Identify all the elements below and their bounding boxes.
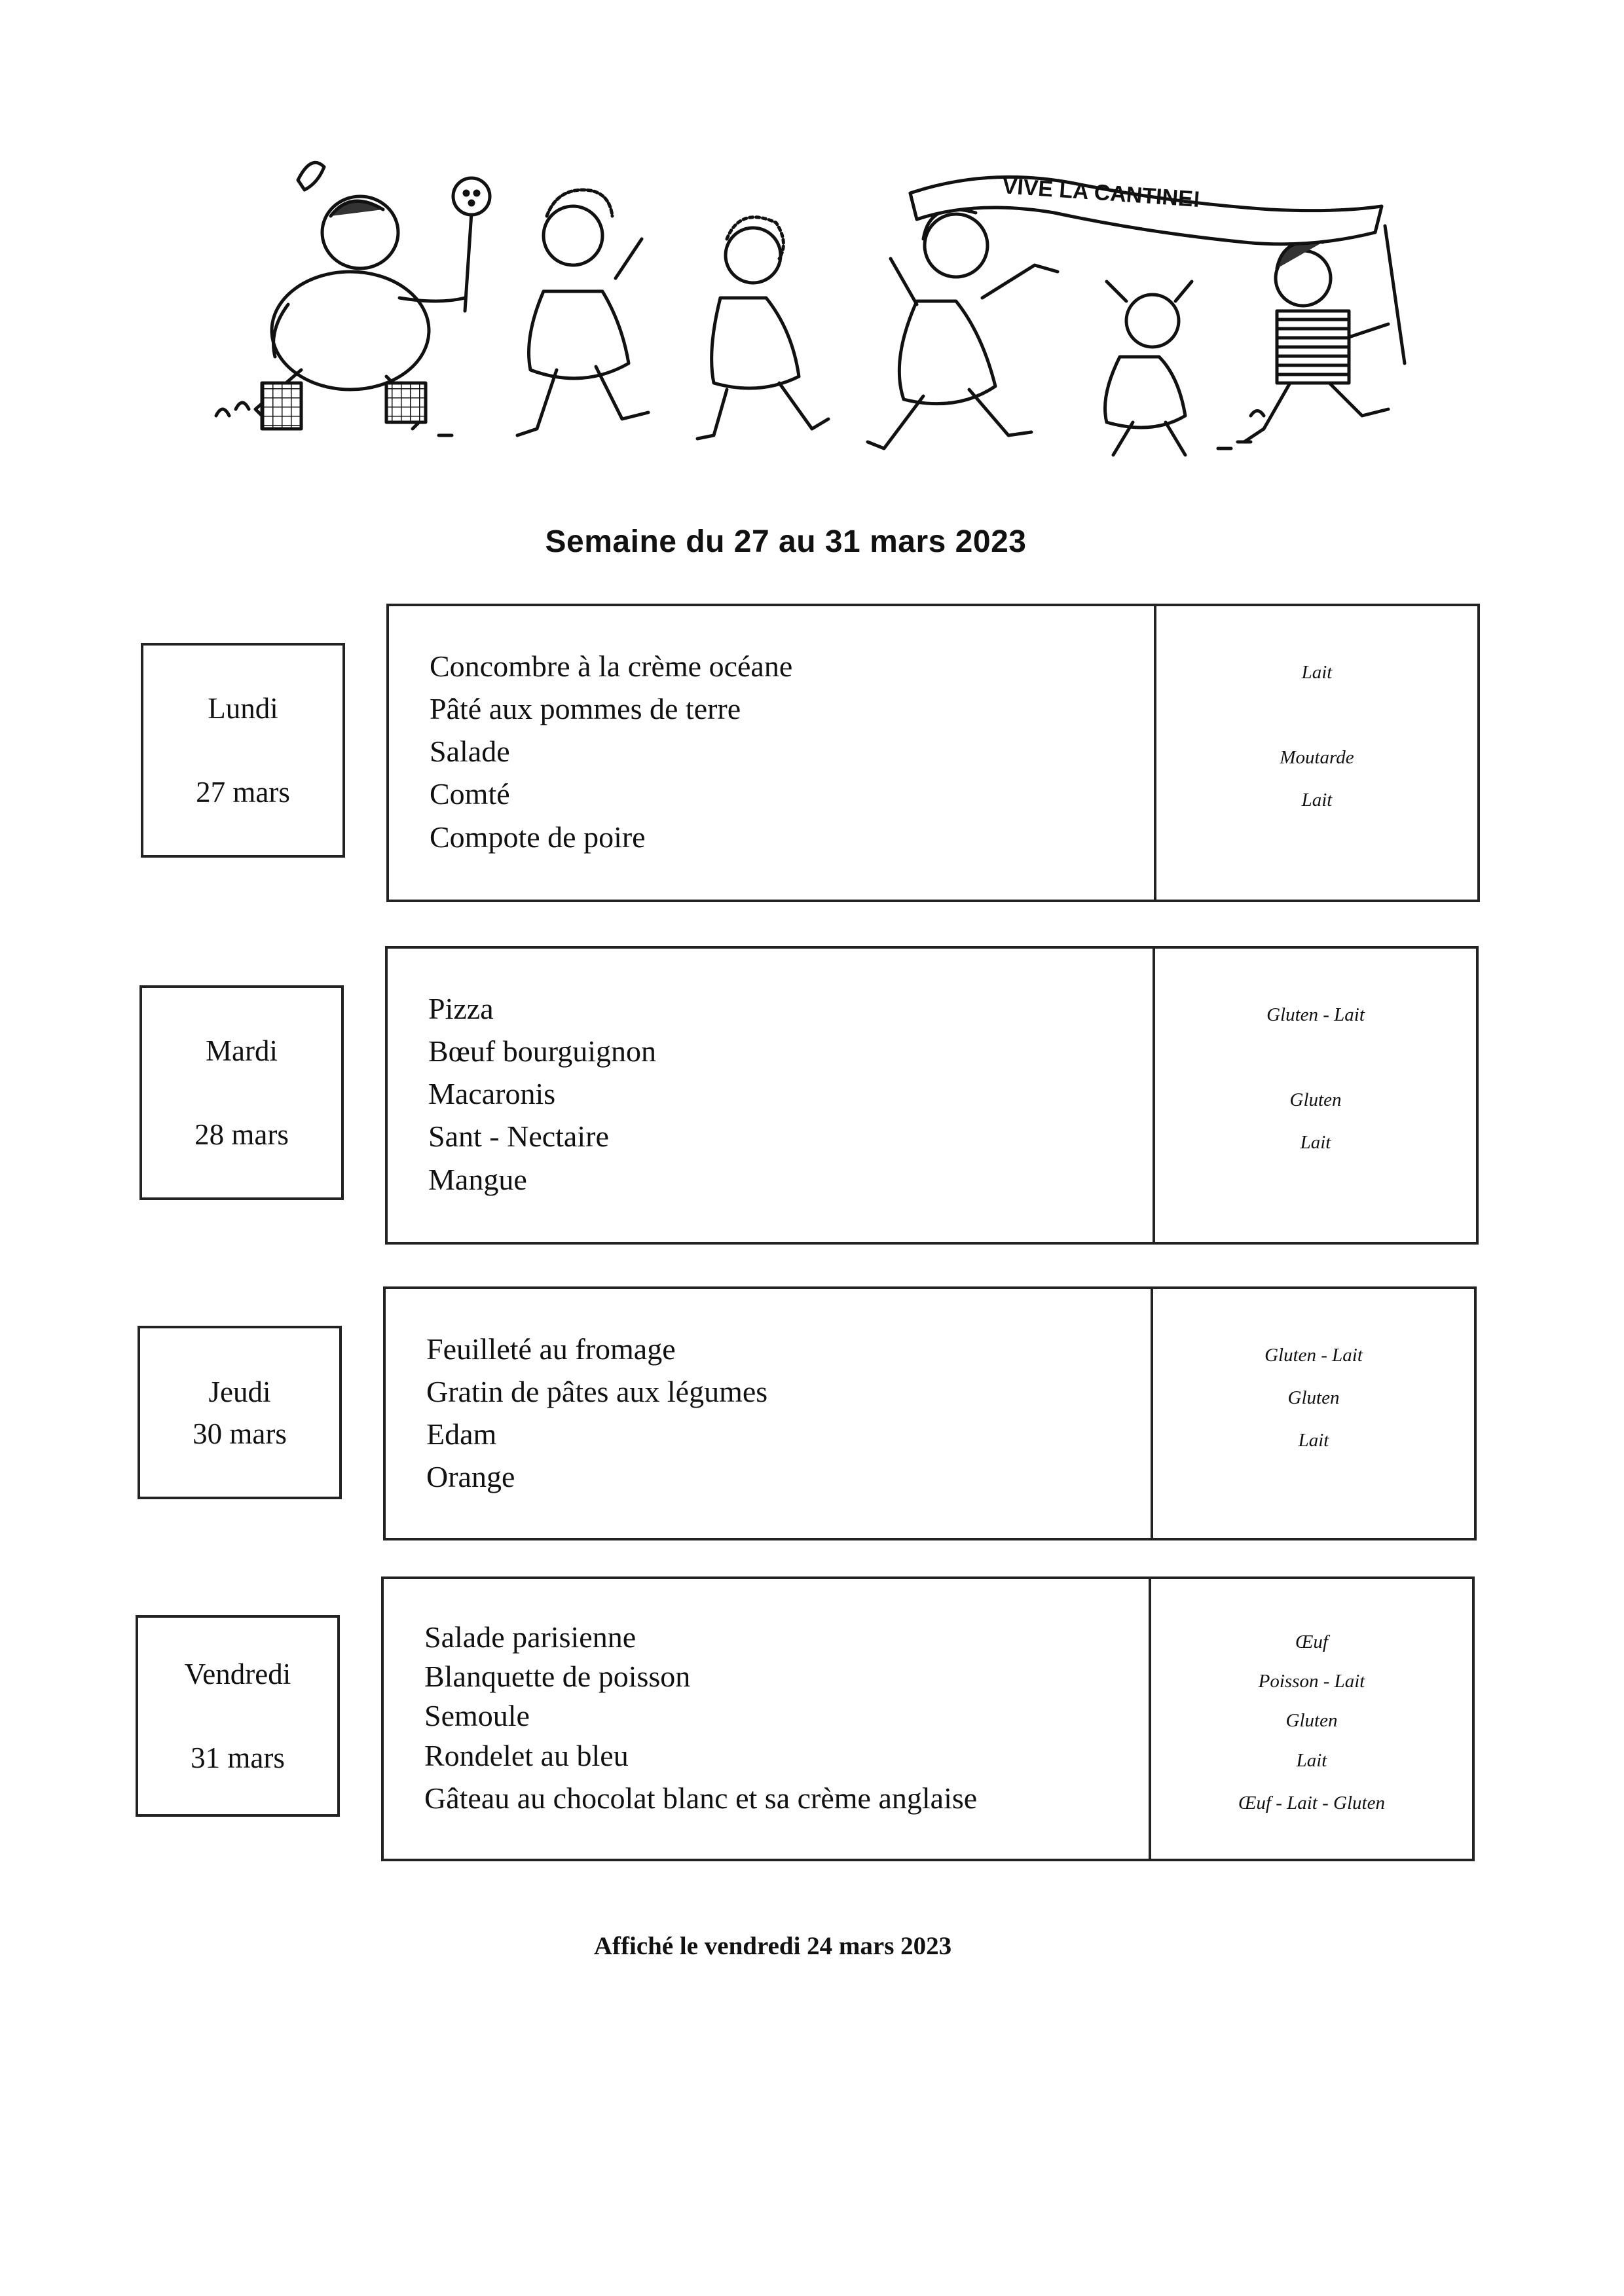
dishes-column — [389, 606, 1156, 900]
allergen-line: Œuf — [1295, 1631, 1328, 1652]
posted-date: Affiché le vendredi 24 mars 2023 — [593, 1932, 952, 1960]
allergen-line: Lait — [1300, 1132, 1331, 1153]
cook-figure — [255, 162, 490, 429]
dish-line: Feuilleté au fromage — [426, 1332, 676, 1366]
menu-box-jeudi — [383, 1286, 1477, 1540]
day-name: Jeudi — [208, 1375, 271, 1408]
allergens-column — [1155, 949, 1476, 1242]
dishes-column — [388, 949, 1155, 1242]
allergen-line: Lait — [1301, 662, 1333, 683]
woman-figure — [868, 210, 1058, 448]
allergen-line: Moutarde — [1280, 747, 1354, 768]
day-date: 28 mars — [194, 1118, 289, 1151]
dish-line: Concombre à la crème océane — [430, 649, 793, 683]
dish-line: Gâteau au chocolat blanc et sa crème anglaise — [424, 1781, 978, 1815]
allergens-column — [1151, 1579, 1472, 1859]
dishes-column — [386, 1289, 1153, 1538]
dish-line: Gratin de pâtes aux légumes — [426, 1375, 768, 1408]
day-box-vendredi — [136, 1615, 340, 1817]
day-date: 31 mars — [191, 1741, 285, 1774]
dish-line: Orange — [426, 1460, 515, 1493]
day-box-jeudi — [138, 1326, 342, 1499]
dish-line: Rondelet au bleu — [424, 1739, 629, 1772]
allergen-line: Lait — [1301, 790, 1333, 811]
day-name: Vendredi — [184, 1658, 291, 1690]
day-name: Mardi — [206, 1034, 278, 1067]
dish-line: Bœuf bourguignon — [428, 1034, 656, 1068]
allergen-line: Lait — [1298, 1430, 1329, 1451]
dish-line: Sant - Nectaire — [428, 1120, 609, 1153]
dishes-column — [384, 1579, 1151, 1859]
dish-line: Macaronis — [428, 1077, 556, 1110]
allergens-column — [1156, 606, 1477, 900]
allergen-line: Gluten — [1285, 1710, 1338, 1731]
allergen-line: Gluten — [1289, 1089, 1342, 1110]
running-children-illustration — [190, 141, 1421, 481]
dish-line: Compote de poire — [430, 820, 646, 854]
dish-line: Comté — [430, 777, 510, 811]
allergen-line: Poisson - Lait — [1258, 1671, 1365, 1692]
day-box-lundi — [141, 643, 345, 858]
allergen-line: Œuf - Lait - Gluten — [1238, 1793, 1385, 1813]
dish-line: Salade — [430, 735, 510, 768]
dish-line: Mangue — [428, 1163, 527, 1196]
banner-text: VIVE LA CANTINE! — [1001, 173, 1202, 213]
allergens-column — [1153, 1289, 1474, 1538]
dish-line: Pâté aux pommes de terre — [430, 692, 741, 725]
dish-line: Edam — [426, 1417, 497, 1451]
menu-box-lundi — [386, 604, 1480, 902]
girl-figure-2 — [697, 217, 828, 439]
dish-line: Salade parisienne — [424, 1620, 637, 1654]
day-name: Lundi — [208, 692, 278, 725]
dish-line: Blanquette de poisson — [424, 1660, 691, 1693]
day-date: 27 mars — [196, 776, 290, 809]
menu-box-mardi — [385, 946, 1479, 1245]
small-girl-figure — [1105, 282, 1192, 455]
day-box-mardi — [139, 985, 344, 1200]
allergen-line: Lait — [1296, 1750, 1327, 1771]
girl-figure-1 — [517, 190, 648, 435]
day-date: 30 mars — [193, 1417, 287, 1450]
dish-line: Semoule — [424, 1699, 530, 1732]
dish-line: Pizza — [428, 992, 494, 1025]
allergen-line: Gluten - Lait — [1266, 1004, 1365, 1025]
allergen-line: Gluten - Lait — [1264, 1345, 1363, 1366]
boy-figure — [1244, 226, 1405, 442]
allergen-line: Gluten — [1287, 1387, 1340, 1408]
menu-box-vendredi — [381, 1576, 1475, 1861]
week-title: Semaine du 27 au 31 mars 2023 — [545, 524, 1027, 559]
